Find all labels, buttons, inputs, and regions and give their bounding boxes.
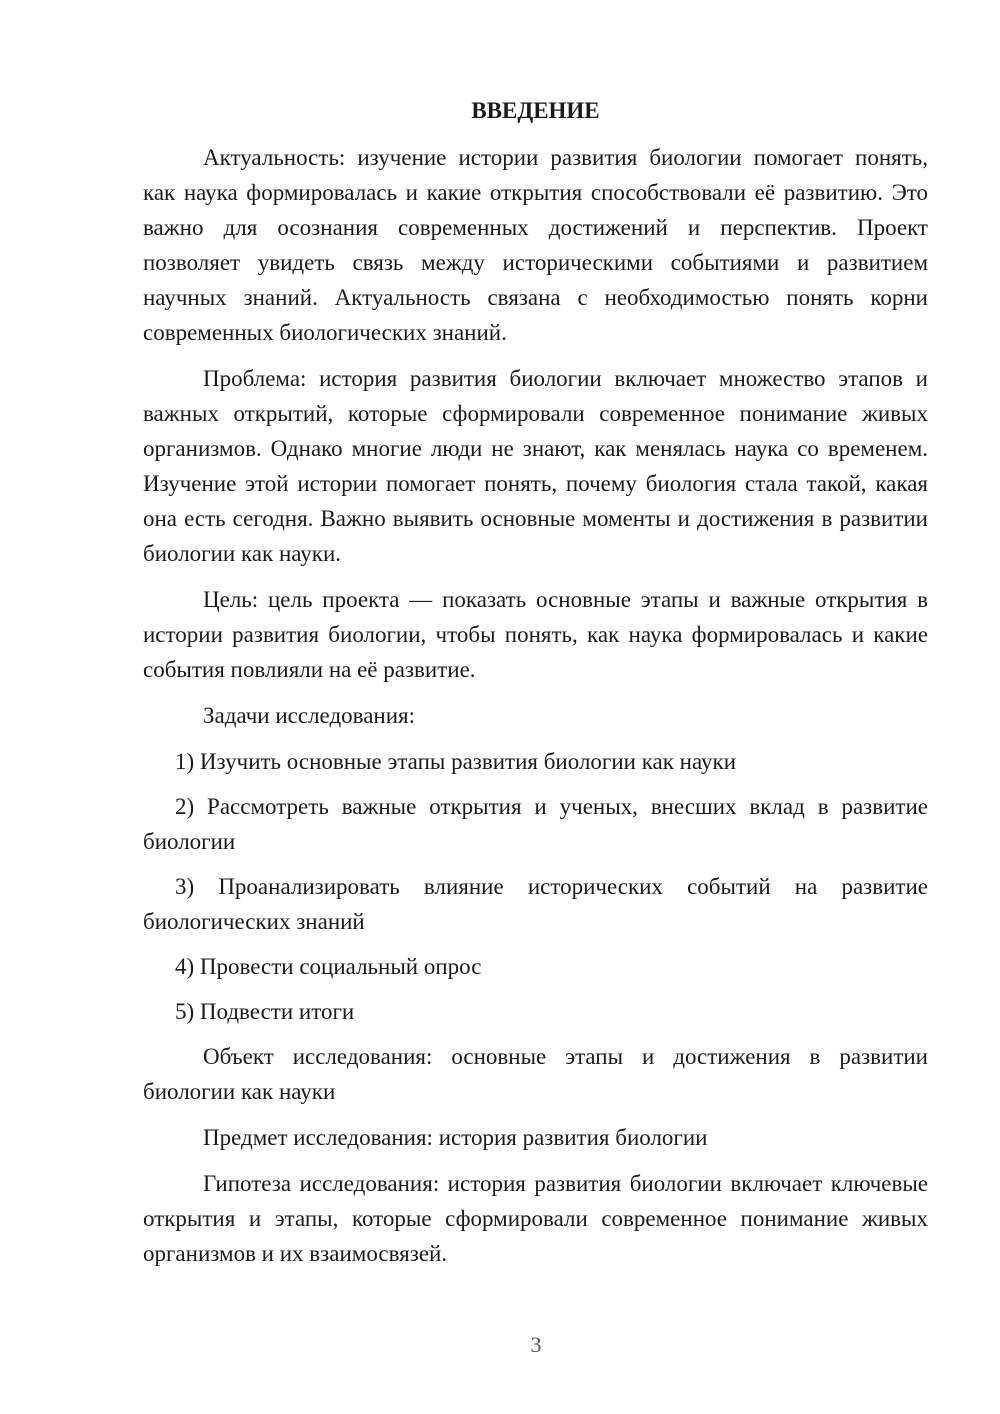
tasks-heading: Задачи исследования: (203, 703, 416, 728)
page-title: ВВЕДЕНИЕ (471, 98, 600, 123)
relevance-paragraph: Актуальность: изучение истории развития биологии помогает понять, как наука формировалась и какие открытия способствовали её развитию. Это важно для осознания современных достижений и перспектив. Проект позволяет увидеть связь между историческими событиями и развитием научных знаний. Актуальность связана с необходимостью понять корни современных биологических знаний. (143, 145, 928, 345)
task-item: 4) Провести социальный опрос (175, 954, 482, 979)
task-item: 1) Изучить основные этапы развития биологии как науки (175, 749, 737, 774)
goal-paragraph: Цель: цель проекта — показать основные этапы и важные открытия в истории развития биологии, чтобы понять, как наука формировалась и какие события повлияли на её развитие. (143, 587, 928, 682)
subject-paragraph: Предмет исследования: история развития биологии (203, 1125, 708, 1150)
task-item: 5) Подвести итоги (175, 999, 355, 1024)
hypothesis-paragraph: Гипотеза исследования: история развития биологии включает ключевые открытия и этапы, которые сформировали современное понимание живых организмов и их взаимосвязей. (143, 1171, 928, 1266)
problem-paragraph: Проблема: история развития биологии включает множество этапов и важных открытий, которые сформировали современное понимание живых организмов. Однако многие люди не знают, как менялась наука со временем. Изучение этой истории помогает понять, почему биология стала такой, какая она есть сегодня. Важно выявить основные моменты и достижения в развитии биологии как науки. (143, 366, 928, 566)
object-paragraph: Объект исследования: основные этапы и достижения в развитии биологии как науки (143, 1044, 928, 1104)
page-content (143, 95, 928, 1282)
task-item: 2) Рассмотреть важные открытия и ученых, внесших вклад в развитие биологии (143, 794, 928, 854)
page-number: 3 (530, 1332, 542, 1357)
task-item: 3) Проанализировать влияние исторических событий на развитие биологических знаний (143, 874, 928, 934)
